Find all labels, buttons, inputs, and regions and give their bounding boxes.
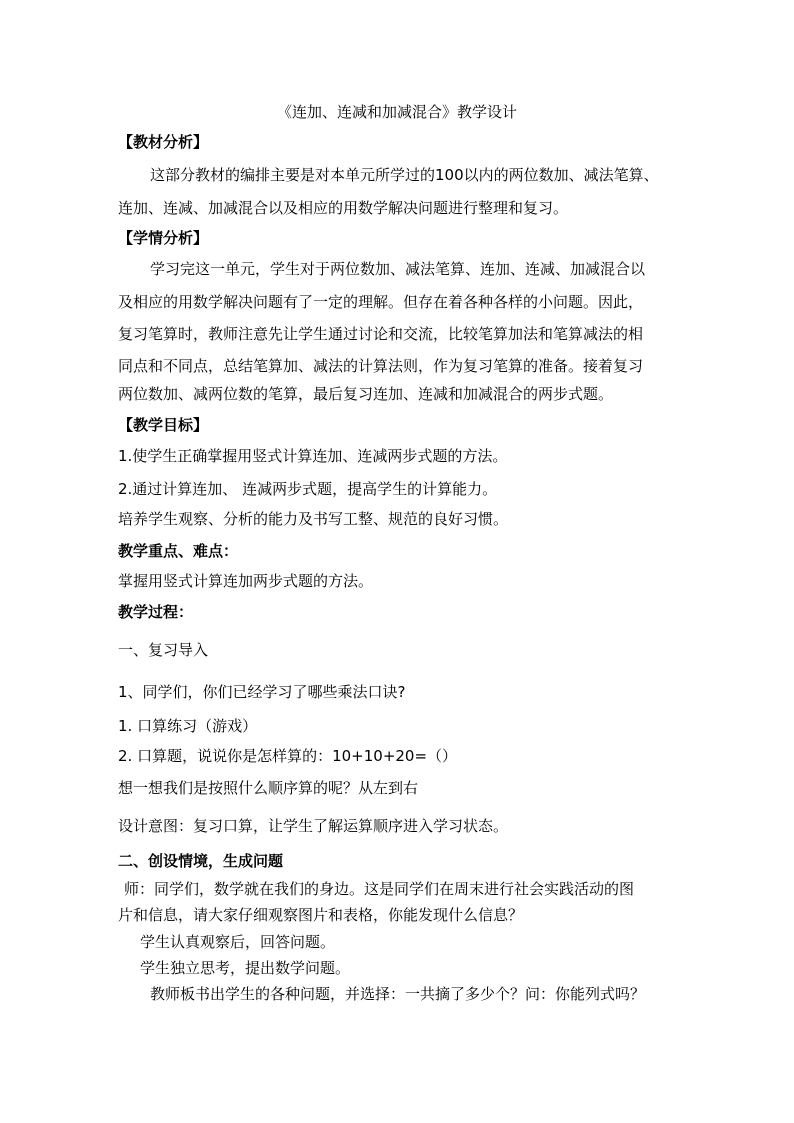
- list-item: 2. 口算题，说说你是怎样算的：10+10+20=（）: [118, 747, 458, 765]
- process-heading: 教学过程：: [118, 603, 194, 621]
- paragraph-line: 想一想我们是按照什么顺序算的呢？从左到右: [118, 779, 419, 797]
- paragraph-line: 这部分教材的编排主要是对本单元所学过的100以内的两位数加、减法笔算、: [150, 166, 659, 184]
- keypoints-heading: 教学重点、难点：: [118, 542, 239, 560]
- paragraph-line: 同点和不同点，总结笔算加、减法的计算法则，作为复习笔算的准备。接着复习: [118, 357, 644, 375]
- paragraph-line: 复习笔算时，教师注意先让学生通过讨论和交流，比较笔算加法和笔算减法的相: [118, 325, 644, 343]
- section-heading-student-analysis: 【学情分析】: [118, 229, 209, 247]
- goal-item: 2.通过计算连加、 连减两步式题，提高学生的计算能力。: [118, 480, 498, 498]
- paragraph-line: 及相应的用数学解决问题有了一定的理解。但存在着各种各样的小问题。因此，: [118, 293, 644, 311]
- paragraph-line: 连加、连减、加减混合以及相应的用数学解决问题进行整理和复习。: [118, 199, 569, 217]
- design-intent: 设计意图：复习口算，让学生了解运算顺序进入学习状态。: [118, 817, 509, 835]
- paragraph-line: 学生认真观察后，回答问题。: [140, 933, 336, 951]
- keypoints-text: 掌握用竖式计算连加两步式题的方法。: [118, 572, 374, 590]
- paragraph-line: 片和信息，请大家仔细观察图片和表格，你能发现什么信息？: [118, 906, 524, 924]
- paragraph-line: 学生独立思考，提出数学问题。: [140, 959, 351, 977]
- document-title: 《连加、连减和加减混合》教学设计: [276, 103, 517, 121]
- paragraph-line: 两位数加、减两位数的笔算，最后复习连加、连减和加减混合的两步式题。: [118, 385, 614, 403]
- step-heading: 一、复习导入: [118, 641, 209, 659]
- goal-item: 培养学生观察、分析的能力及书写工整、规范的良好习惯。: [118, 510, 509, 528]
- list-item: 1. 口算练习（游戏）: [118, 717, 258, 735]
- question: 1、同学们，你们已经学习了哪些乘法口诀?: [118, 683, 406, 701]
- paragraph-line: 师：同学们，数学就在我们的身边。这是同学们在周末进行社会实践活动的图: [124, 880, 635, 898]
- section-heading-teaching-goals: 【教学目标】: [118, 416, 209, 434]
- step-heading: 二、创设情境，生成问题: [118, 852, 284, 870]
- goal-item: 1.使学生正确掌握用竖式计算连加、连减两步式题的方法。: [118, 447, 508, 465]
- paragraph-line: 教师板书出学生的各种问题，并选择：一共摘了多少个？问：你能列式吗？: [150, 985, 646, 1003]
- paragraph-line: 学习完这一单元，学生对于两位数加、减法笔算、连加、连减、加减混合以: [150, 260, 646, 278]
- section-heading-textbook-analysis: 【教材分析】: [118, 133, 209, 151]
